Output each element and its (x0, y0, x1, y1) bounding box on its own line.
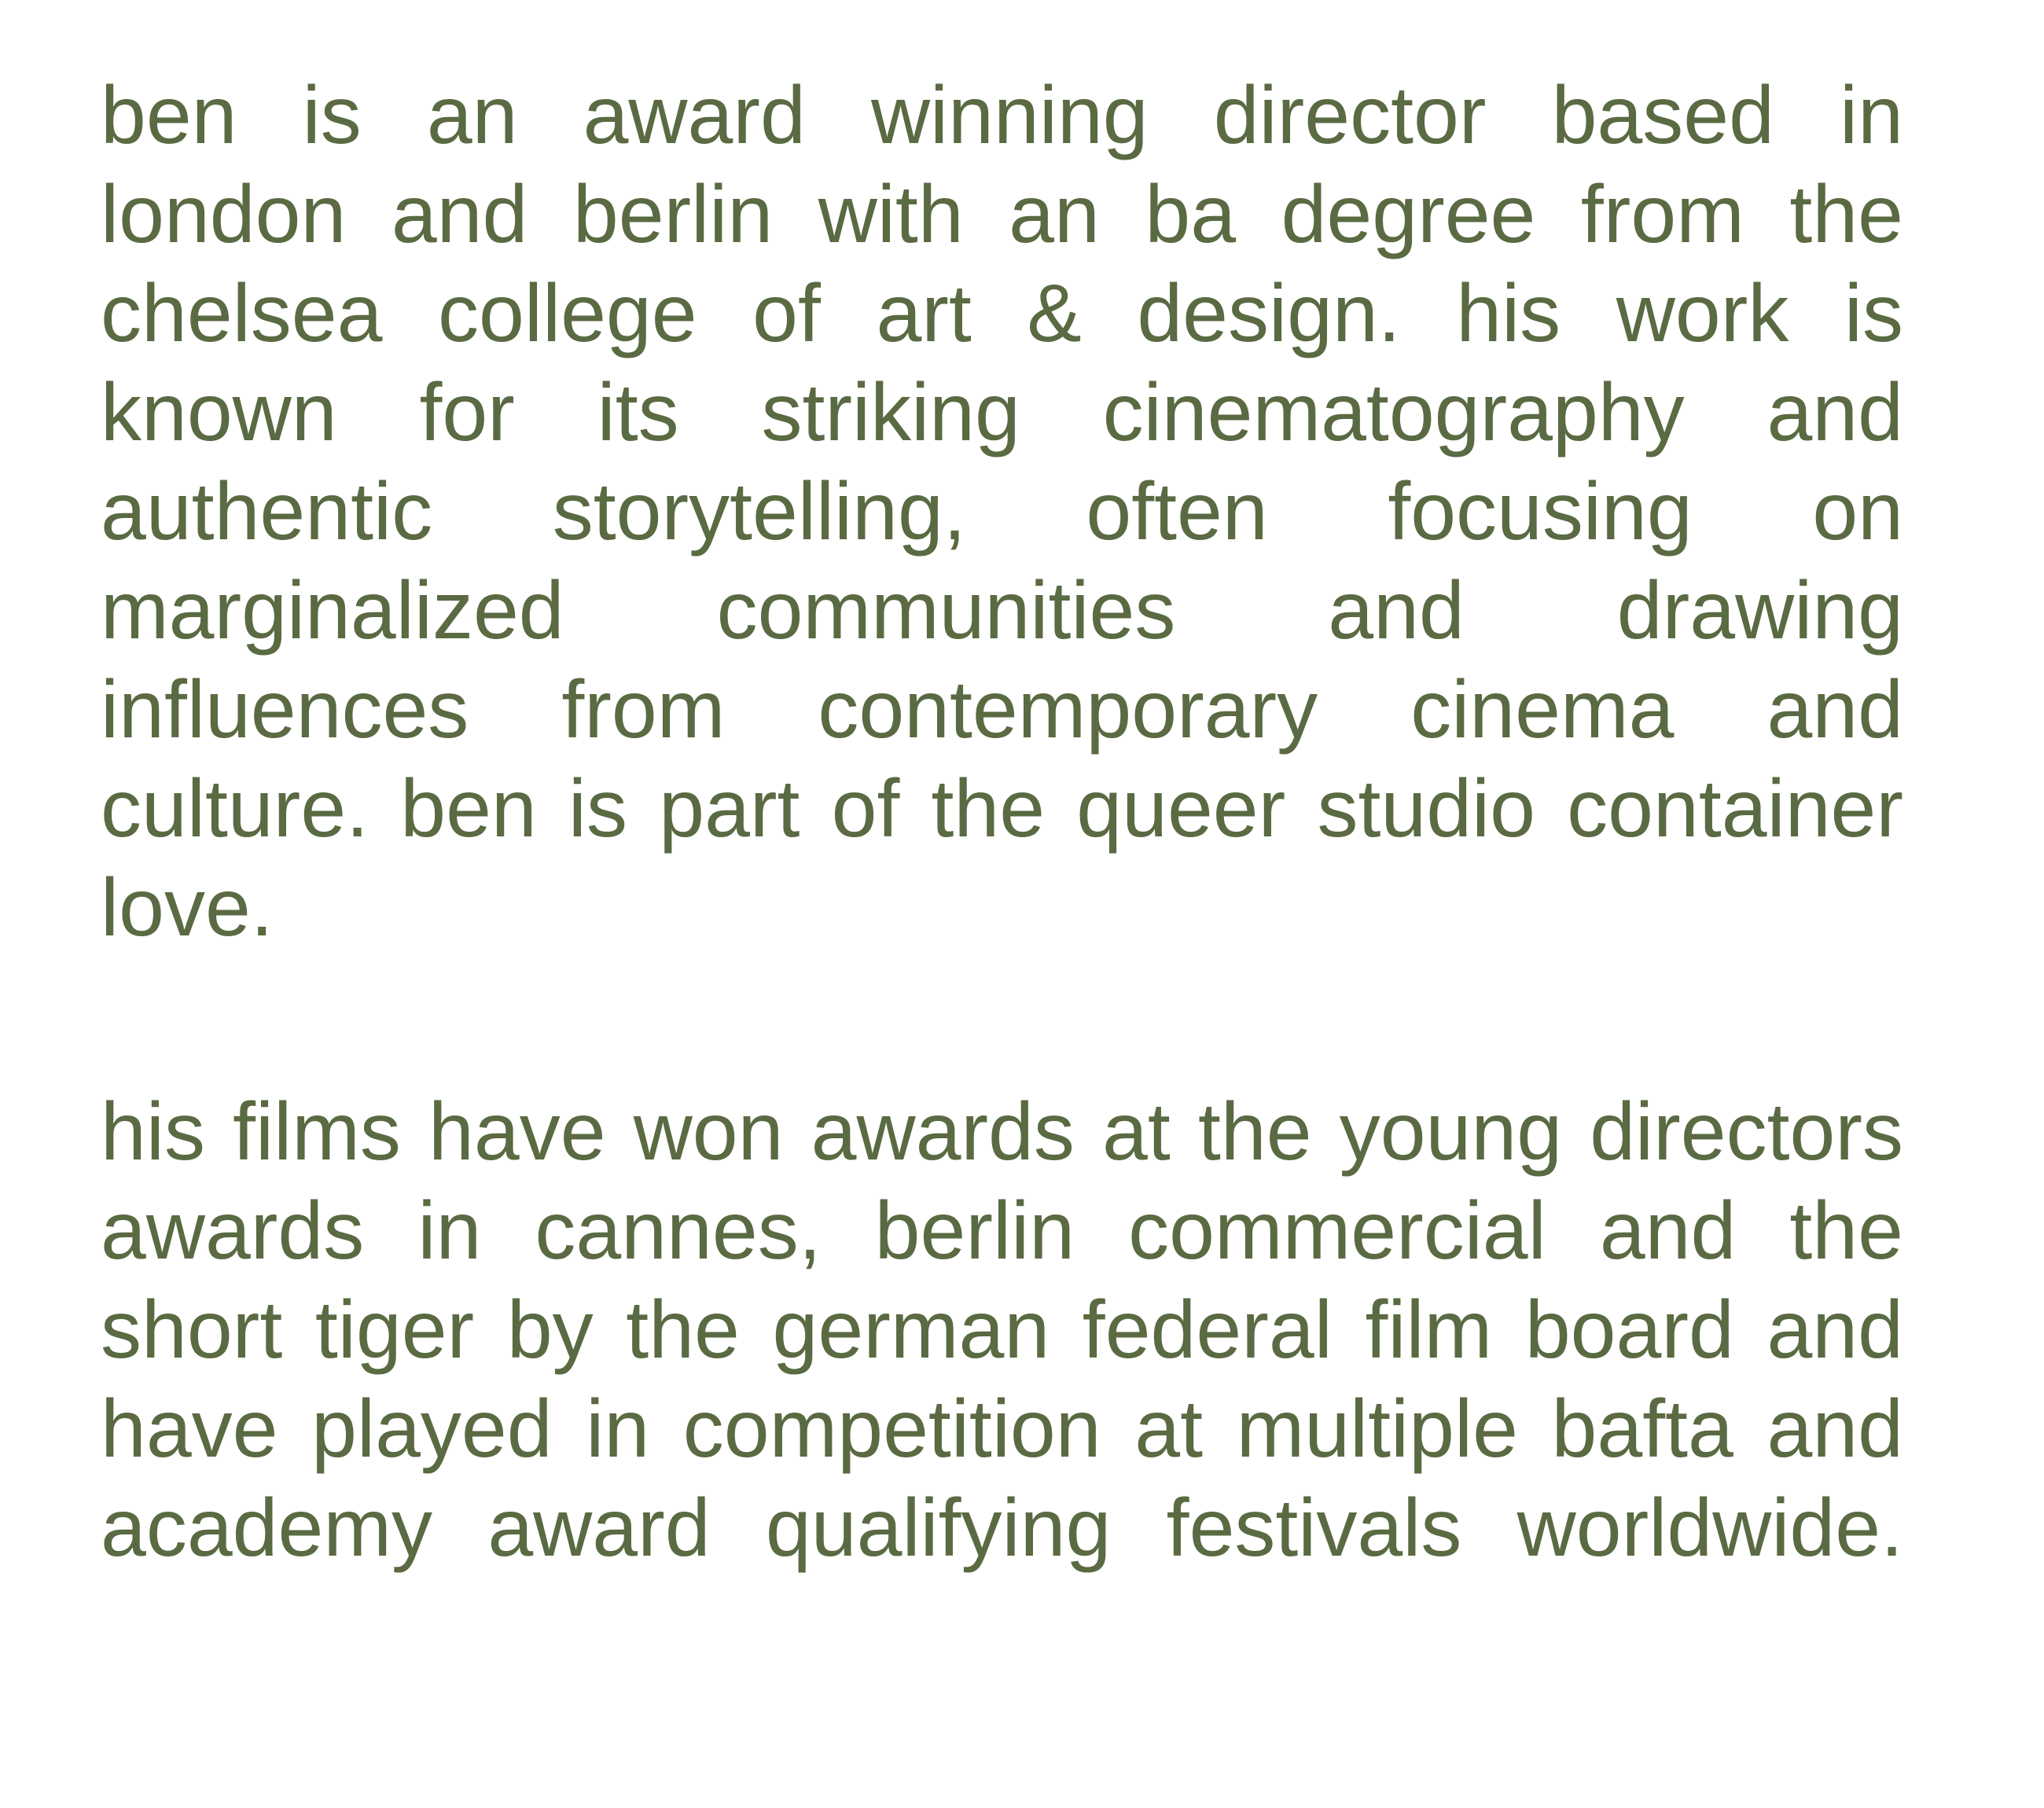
text-line: short tiger by the german federal film board and (101, 1284, 1903, 1376)
text-line: chelsea college of art & design. his work is (101, 268, 1903, 359)
text-line: known for its striking cinematography and (101, 367, 1903, 458)
text-line: london and berlin with an ba degree from the (101, 169, 1903, 260)
text-line: love. (101, 862, 274, 954)
text-line: awards in cannes, berlin commercial and the (101, 1185, 1903, 1277)
bio-paragraph-1 (101, 66, 1903, 957)
text-line: his films have won awards at the young directors (101, 1086, 1903, 1178)
text-line: academy award qualifying festivals worldwide. (101, 1483, 1903, 1574)
text-line: have played in competition at multiple bafta and (101, 1384, 1903, 1475)
text-line: ben is an award winning director based in (101, 70, 1903, 161)
text-line: influences from contemporary cinema and (101, 664, 1903, 755)
text-line: culture. ben is part of the queer studio container (101, 763, 1903, 854)
text-line: marginalized communities and drawing (101, 565, 1903, 656)
bio-paragraph-2 (101, 1082, 1903, 1578)
text-line: authentic storytelling, often focusing on (101, 466, 1903, 557)
